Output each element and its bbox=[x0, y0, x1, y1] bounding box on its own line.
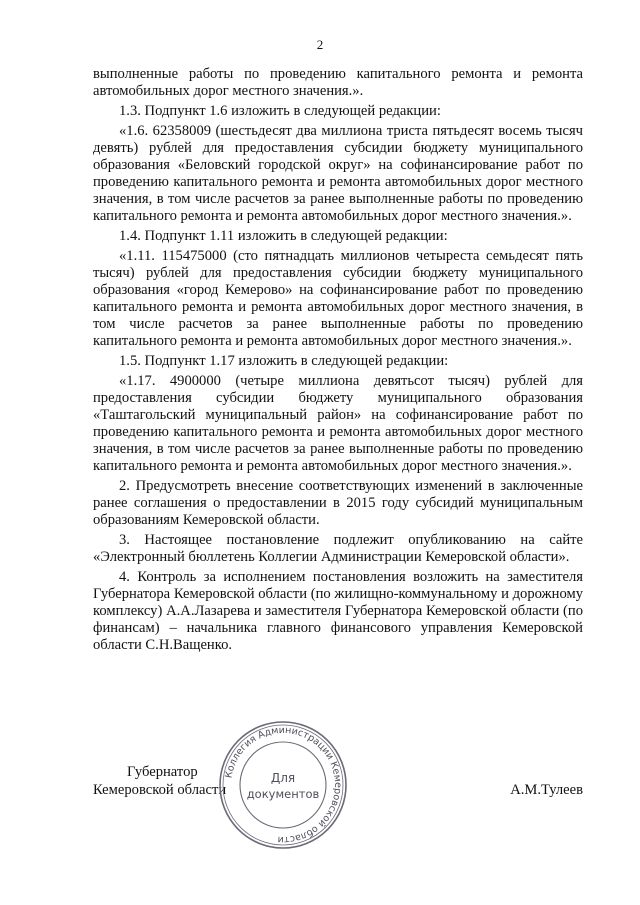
stamp-ring-text: Коллегия Администрации Кемеровской области bbox=[223, 724, 344, 846]
official-stamp bbox=[217, 719, 349, 851]
signatory-title-line2: Кемеровской области bbox=[93, 782, 227, 798]
paragraph: 4. Контроль за исполнением постановления возложить на заместителя Губернатора Кемеровской области (по жилищно-коммунальному и дорожному комплексу) А.А.Лазарева и заместителя Губернатора Кемеровской области (по финансам) – начальника главного финансового управления Кемеровской области С.Н.Ващенко. bbox=[93, 569, 583, 653]
signatory-title-line1: Губернатор bbox=[127, 764, 198, 780]
paragraph: «1.11. 115475000 (сто пятнадцать миллионов четыреста семьдесят пять тысяч) рублей для предоставления субсидии бюджету муниципального образования «город Кемерово» на софинансирование работ по проведению капитального ремонта и ремонта автомобильных дорог местного значения, в том числе расчетов за ранее выполненные работы по проведению капитального ремонта и ремонта автомобильных дорог местного значения.». bbox=[93, 248, 583, 349]
paragraph: выполненные работы по проведению капитального ремонта и ремонта автомобильных дорог местного значения.». bbox=[93, 66, 583, 99]
paragraph: 1.3. Подпункт 1.6 изложить в следующей редакции: bbox=[119, 103, 441, 119]
paragraph: «1.17. 4900000 (четыре миллиона девятьсот тысяч) рублей для предоставления субсидии бюджету муниципального образования «Таштагольский муниципальный район» на софинансирование работ по проведению капитального ремонта и ремонта автомобильных дорог местного значения, в том числе расчетов за ранее выполненные работы по проведению капитального ремонта и ремонта автомобильных дорог местного значения.». bbox=[93, 373, 583, 474]
page-number: 2 bbox=[316, 37, 324, 52]
paragraph: 1.5. Подпункт 1.17 изложить в следующей редакции: bbox=[119, 353, 449, 369]
document-body bbox=[93, 66, 583, 657]
paragraph: 3. Настоящее постановление подлежит опубликованию на сайте «Электронный бюллетень Коллегии Администрации Кемеровской области». bbox=[93, 532, 583, 565]
stamp-center-line2: документов bbox=[246, 787, 320, 801]
paragraph: «1.6. 62358009 (шестьдесят два миллиона триста пятьдесят восемь тысяч девять) рублей для предоставления субсидии бюджету муниципального образования «Беловский городской округ» на софинансирование работ по проведению капитального ремонта и ремонта автомобильных дорог местного значения, в том числе расчетов за ранее выполненные работы по проведению капитального ремонта и ремонта автомобильных дорог местного значения.». bbox=[93, 123, 583, 224]
paragraph: 2. Предусмотреть внесение соответствующих изменений в заключенные ранее соглашения о предоставлении в 2015 году субсидий муниципальным образованиям Кемеровской области. bbox=[93, 478, 583, 528]
signatory-name: А.М.Тулеев bbox=[510, 782, 583, 798]
stamp-center-line1: Для bbox=[270, 771, 296, 785]
paragraph: 1.4. Подпункт 1.11 изложить в следующей редакции: bbox=[119, 228, 448, 244]
